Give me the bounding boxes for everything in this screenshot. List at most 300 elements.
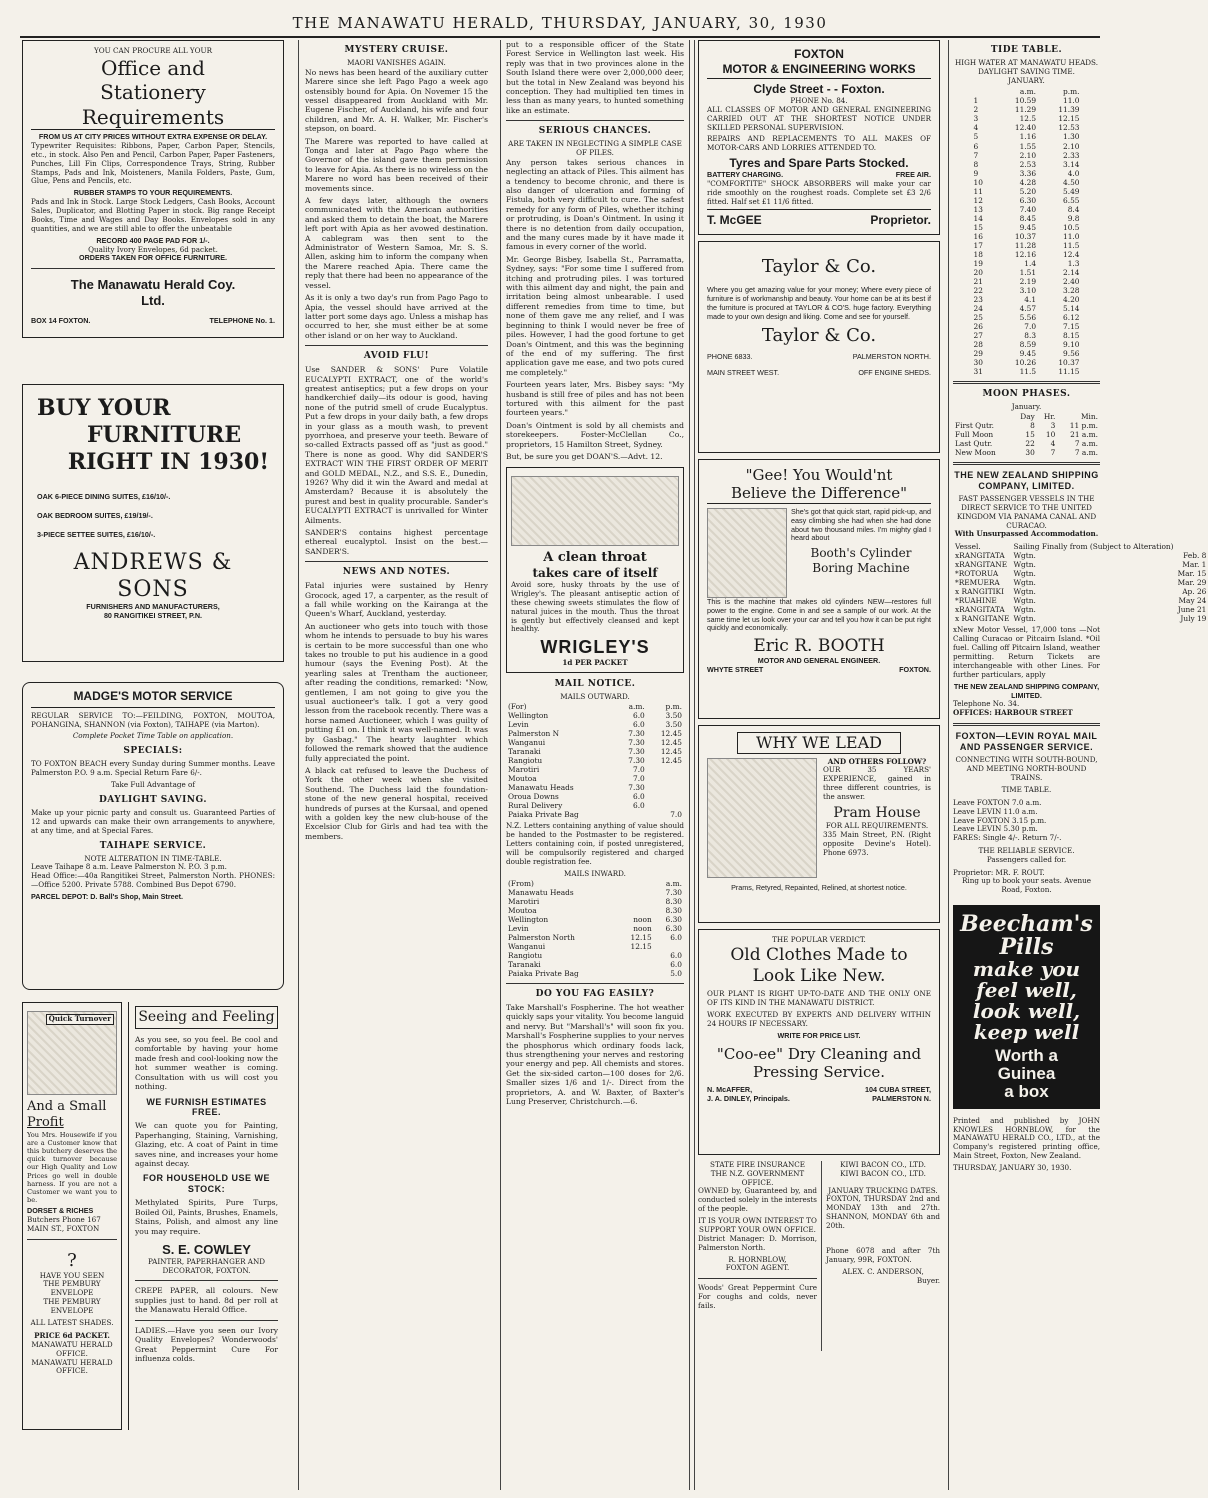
kiwi-phone: Phone 6078 and after 7th January, 99R, FOXTON. xyxy=(826,1246,940,1265)
article-paragraph: Mr. George Bisbey, Isabella St., Parramatta, Sydney, says: "For some time I suffered from itching and protruding piles. I was tortured with this ailment day and night, the pain and irritation being almost unbearable. I used different remedies from time to time, but none of them gave me any relief, and I was beginning to think I would never be free of piles. However, I had the good fortune to get Doan's Ointment, and this was the beginning of the end of my suffering. The first application gave me ease, and two pots cured me completely." xyxy=(506,254,684,377)
table-cell: Sailing Finally from (Subject to Alteration) xyxy=(1013,542,1174,552)
table-cell xyxy=(617,969,654,978)
table-row xyxy=(506,951,684,960)
clothes-plant: OUR PLANT IS RIGHT UP-TO-DATE AND THE ONLY ONE OF ITS KIND IN THE MANAWATU DISTRICT. xyxy=(707,989,931,1008)
table-row xyxy=(506,960,684,969)
marshall-body: Take Marshall's Fospherine. The hot weather quickly saps your vitality. You become languid and nervy. But "Marshall's" will soon fix you. Marshall's Fospherine supplies to your nerves the phosphorus which ordinary foods lack, thus strengthening your nerves and restoring your energy and pep. All chemists and stores. Get the six-sided carton—100 doses for 2/6. Smaller sizes 1/6 and 1/-. Direct from the proprietors, A. and W. Baxter, of Baxter's Lung Preserver, Christchurch.—6. xyxy=(506,1002,684,1107)
table-cell: x RANGITANE xyxy=(955,614,1010,624)
beecham-line: look well, xyxy=(972,999,1081,1024)
foxton-motor-repairs: REPAIRS AND REPLACEMENTS TO ALL MAKES OF MOTOR-CARS AND LORRIES ATTENDED TO. xyxy=(707,134,931,153)
table-row xyxy=(972,223,1082,232)
question-mark: ? xyxy=(67,1249,77,1271)
herald-company-name: The Manawatu Herald Coy. xyxy=(70,277,236,293)
furniture-item: OAK 6-PIECE DINING SUITES, £16/10/-. xyxy=(37,492,171,502)
levin-fares: FARES: Single 4/-. Return 7/-. xyxy=(953,833,1062,843)
table-cell: 8.4 xyxy=(1067,204,1080,214)
shipping-company: THE NEW ZEALAND SHIPPING COMPANY, LIMITED. xyxy=(953,681,1100,700)
table-cell: 7.15 xyxy=(1063,322,1080,332)
table-cell: 3.28 xyxy=(1063,286,1080,295)
pembury-line: ALL LATEST SHADES. xyxy=(30,1318,114,1328)
table-row xyxy=(506,774,684,783)
foxton-motor-ad xyxy=(698,40,940,235)
moon-title: MOON PHASES. xyxy=(982,389,1071,400)
beecham-line: keep well xyxy=(973,1020,1080,1045)
table-cell: Wgtn. xyxy=(1013,587,1036,597)
table-cell: 2.19 xyxy=(1019,276,1037,286)
table-row xyxy=(972,142,1082,151)
kiwi-dates-title: JANUARY TRUCKING DATES. xyxy=(828,1185,938,1195)
table-cell: Levin xyxy=(508,719,529,729)
masthead xyxy=(20,14,1100,38)
kiwi-buyer: ALEX. C. ANDERSON, xyxy=(842,1266,924,1276)
mails-outward-table xyxy=(506,702,684,819)
column-1 xyxy=(22,40,284,1490)
office-record: RECORD 400 PAGE PAD FOR 1/-. xyxy=(96,235,210,245)
booth-name: Eric R. BOOTH xyxy=(753,636,885,657)
table-cell: 17 xyxy=(973,240,983,250)
shipping-offices: OFFICES: HARBOUR STREET xyxy=(953,708,1073,718)
seeing-stock: FOR HOUSEHOLD USE WE STOCK: xyxy=(142,1173,270,1195)
table-row xyxy=(972,187,1082,196)
clothes-principal-1: N. McAFFER, xyxy=(707,1085,753,1095)
table-cell: 5 xyxy=(973,132,979,142)
wrigleys-price: 1d PER PACKET xyxy=(562,658,628,668)
madges-timetable: Complete Pocket Time Table on application. xyxy=(72,731,234,741)
table-cell: Wgtn. xyxy=(1013,569,1036,579)
dorset-riches-ad xyxy=(22,1002,122,1430)
table-row xyxy=(953,551,1208,560)
imprint: Printed and published by JOHN KNOWLES HORNBLOW, for the MANAWATU HERALD CO., LTD., at the Company's registered printing office, Main Street, Foxton, New Zealand. xyxy=(953,1115,1100,1161)
pembury-line: THE PEMBURY ENVELOPE xyxy=(43,1296,101,1315)
table-cell: 10 xyxy=(1045,430,1056,440)
pram-address: 335 Main Street, P.N. (Right opposite Devine's Hotel). Phone 6973. xyxy=(823,829,931,857)
table-cell: *RUAHINE xyxy=(955,596,997,606)
wrigleys-illustration xyxy=(511,476,679,546)
table-cell: Wanganui xyxy=(508,738,546,747)
dorset-body: You Mrs. Housewife if you are a Customer know that this butchery deserves the quick turnover because our High Quality and Low Prices go well in double harness. If you are not a Customer we want you to be. xyxy=(27,1130,117,1205)
table-cell: 4.28 xyxy=(1019,177,1037,187)
tide-table xyxy=(972,87,1082,376)
table-cell xyxy=(953,412,1012,421)
table-row xyxy=(972,349,1082,358)
masthead-title: THE MANAWATU HERALD, THURSDAY, JANUARY, 30, 1930 xyxy=(292,14,828,32)
bottom-ads-row xyxy=(698,1161,940,1351)
taylor-name: Taylor & Co. xyxy=(761,256,877,278)
mail-notice-title: MAIL NOTICE. xyxy=(554,679,636,690)
table-cell: 6.0 xyxy=(633,801,645,811)
furniture-line-3: RIGHT IN 1930! xyxy=(67,448,269,475)
booth-headline-2: Believe the Difference" xyxy=(707,484,931,503)
table-cell: 7 a.m. xyxy=(1074,448,1098,458)
table-cell: 7.0 xyxy=(1024,322,1037,332)
levin-called: Passengers called for. xyxy=(986,854,1067,864)
table-cell: 1.51 xyxy=(1019,267,1037,277)
table-cell: 3 xyxy=(1050,421,1056,431)
table-row xyxy=(506,810,684,819)
table-row xyxy=(972,232,1082,241)
furniture-line-1: BUY YOUR xyxy=(37,395,171,421)
kiwi-name: KIWI BACON CO., LTD. xyxy=(840,1160,926,1170)
table-cell: 15 xyxy=(1025,430,1035,440)
table-cell: Paiaka Private Bag xyxy=(508,968,579,978)
table-cell: Paiaka Private Bag xyxy=(508,810,579,820)
table-cell: 6.30 xyxy=(665,914,682,924)
article-paragraph: An auctioneer who gets into touch with those whom he intends to persuade to buy his wares is certain to be more successful than one who takes no trouble to put his audience in a good humour (says the Evening Post). At the yearling sales at Trentham the auctioneer, after reading the conditions, remarked: "Now, gentlemen, I am not going to give you the usual auctioneer's talk. I got a very good lesson from the racebook recently. There was a horse named Auctioneer, which I was guilty of putting £1 on. I think it was well-named. It was by Gasbag." The hearty laughter which followed the remark showed that the audience fully appreciated the point. xyxy=(305,621,488,763)
furniture-item: OAK BEDROOM SUITES, £19/19/-. xyxy=(37,511,153,521)
table-cell: 12.45 xyxy=(660,747,682,757)
wrigleys-headline-2: takes care of itself xyxy=(532,566,658,581)
table-cell: Moutoa xyxy=(508,774,537,784)
pram-house-ad xyxy=(698,725,940,923)
table-cell: 11.5 xyxy=(1063,240,1080,250)
table-row xyxy=(972,322,1082,331)
taylor-off: OFF ENGINE SHEDS. xyxy=(858,368,931,378)
table-row xyxy=(972,87,1082,96)
article-paragraph: As it is only a two day's run from Pago Pago to Apia, the vessel should have arrived at the latter port some days ago. Unless a mishap has occurred to her, she must either be at some other island or on her way to Auckland. xyxy=(305,293,488,340)
shipping-tel: Telephone No. 34. xyxy=(953,699,1020,709)
levin-time: Leave FOXTON 3.15 p.m. xyxy=(953,815,1047,825)
clothes-address: 104 CUBA STREET, xyxy=(864,1085,931,1095)
pembury-price: PRICE 6d PACKET. xyxy=(34,1331,110,1341)
serious-chances-sub: ARE TAKEN IN NEGLECTING A SIMPLE CASE OF PILES. xyxy=(508,139,682,157)
table-cell: Wgtn. xyxy=(1013,605,1036,615)
table-row xyxy=(972,259,1082,268)
woman-illustration xyxy=(707,508,787,598)
kiwi-name: KIWI BACON CO., LTD. xyxy=(840,1168,926,1178)
table-cell: 11.29 xyxy=(1014,105,1037,115)
table-row xyxy=(506,915,684,924)
sanders-ad-body: Use SANDER & SONS' Pure Volatile EUCALYPTI EXTRACT, one of the world's greatest antiseptics; put a few drops on your handkerchief daily—its odour is good, having none of the putrid smell of crude Eucalyptus. Put a few drops in your daily bath, a few drops in your glass as a mouth wash, to prevent pyorrhoea, and preserve your teeth. Beware of so-called Extracts passed off as "just as good." There is none as good. Why did SANDER'S EXTRACT WIN THE FIRST ORDER OF MERIT and GOLD MEDAL, N.Z., and S.S. E., Dunedin, 1926? Why did it win the Award and medal at Amsterdam? Because it is absolutely the purest and best in quality procurable. Sander's EUCALYPTI EXTRACT is unrivalled for Winter Ailments. xyxy=(305,365,488,525)
table-cell: 5.49 xyxy=(1063,186,1080,196)
shipping-fast: FAST PASSENGER VESSELS IN THE DIRECT SERVICE TO THE UNITED KINGDOM VIA PANAMA CANAL AND CURACAO. xyxy=(956,494,1097,530)
levin-title: FOXTON—LEVIN ROYAL MAIL AND PASSENGER SERVICE. xyxy=(955,731,1098,752)
herald-company-ltd: Ltd. xyxy=(141,293,165,309)
table-cell: Wellington xyxy=(508,914,549,924)
madges-picnic: Make up your picnic party and consult us. Guaranteed Parties of 12 and upwards can make their own arrangements to anywhere, at any time, and at Special Fares. xyxy=(31,807,275,835)
quick-turnover-badge: Quick Turnover xyxy=(46,1014,114,1025)
table-cell: Wgtn. xyxy=(1013,596,1036,606)
dorset-address: MAIN ST., FOXTON xyxy=(27,1223,100,1233)
table-cell: 7.30 xyxy=(628,728,645,738)
table-cell: 12.40 xyxy=(1014,123,1037,133)
table-cell: 12.15 xyxy=(1058,114,1080,124)
table-cell: 8.30 xyxy=(665,905,682,915)
shipping-title: THE NEW ZEALAND SHIPPING COMPANY, LIMITED. xyxy=(954,470,1099,492)
table-cell: 8.3 xyxy=(1024,331,1037,341)
table-cell: 6.30 xyxy=(1019,195,1037,205)
article-paragraph: No news has been heard of the auxiliary cutter Marere since she left Pago Pago a week ago ostensibly bound for Apia. On Novemer 15 the vessel disappeared from Auckland with Mr. Eugene Fischer, of Auckland, his wife and four children, and Mr. A. H. Walker, Mr. Fischer's stepson, on board. xyxy=(305,67,488,134)
table-row xyxy=(953,587,1208,596)
levin-conn: CONNECTING WITH SOUTH-BOUND, AND MEETING NORTH-BOUND TRAINS. xyxy=(955,754,1098,782)
beecham-line: a box xyxy=(1004,1081,1049,1101)
mystery-cruise-title: MYSTERY CRUISE. xyxy=(344,45,449,55)
booth-ad xyxy=(698,459,940,719)
article-paragraph: A few days later, although the owners communicated with the American authorities and asked them to detain the boat, the Marere left port with Apia as her avowed destination. A cablegram was then sent to the Administrator of Western Samoa, Mr. S. S. Allen, asking him to inform the company when the Marere reached Apia. There came the reply that there had been no appearance of the vessel. xyxy=(305,196,488,290)
table-cell: 11.0 xyxy=(1063,231,1080,241)
column-2 xyxy=(298,40,494,1490)
cowley-sub: PAINTER, PAPERHANGER AND DECORATOR, FOXTON. xyxy=(147,1256,266,1275)
table-cell: Wanganui xyxy=(508,941,546,951)
avoid-flu-title: AVOID FLU! xyxy=(363,351,430,362)
table-cell: 6 xyxy=(973,141,979,151)
table-cell xyxy=(654,942,684,951)
table-row xyxy=(506,942,684,951)
table-cell: Levin xyxy=(508,923,529,933)
table-cell xyxy=(617,888,654,897)
table-cell: 22 xyxy=(1025,439,1035,449)
table-cell: Wgtn. xyxy=(1013,578,1036,588)
table-cell: 2 xyxy=(973,105,979,115)
office-stationery-ad xyxy=(22,40,284,338)
madges-advantage: Take Full Advantage of xyxy=(111,780,195,790)
table-row xyxy=(953,439,1100,448)
table-cell: 4 xyxy=(1050,439,1056,449)
table-cell xyxy=(617,810,647,819)
table-row xyxy=(972,367,1082,376)
table-cell: Ap. 26 xyxy=(1182,587,1207,597)
table-cell: Taranaki xyxy=(508,747,541,757)
mystery-cruise-sub: MAORI VANISHES AGAIN. xyxy=(347,57,446,67)
mail-note: N.Z. Letters containing anything of value should be handed to the Postmaster to be registered. Letters containing coin, if posted unregistered, will be compulsorily registered and charged double registration fee. xyxy=(506,821,684,866)
table-cell: 10 xyxy=(973,177,983,187)
fire-own: IT IS YOUR OWN INTEREST TO SUPPORT YOUR OWN OFFICE. xyxy=(698,1216,817,1234)
table-cell: Day xyxy=(1020,412,1035,422)
table-cell: 4.50 xyxy=(1063,177,1080,187)
pram-body: OUR 35 YEARS' EXPERIENCE, gained in three different countries, is the answer. xyxy=(823,765,931,802)
table-row xyxy=(972,123,1082,132)
seeing-p2: We can quote you for Painting, Paperhanging, Staining, Varnishing, Glazing, etc. A coat of Paint in time saves nine, and increases your home against decay. xyxy=(135,1121,278,1169)
table-cell: 9.10 xyxy=(1063,340,1080,350)
table-cell: 27 xyxy=(973,331,983,341)
table-cell: 6.0 xyxy=(670,932,682,942)
table-cell: 2.53 xyxy=(1019,159,1037,169)
table-cell: 10.37 xyxy=(1014,231,1037,241)
shipping-table xyxy=(953,542,1208,623)
wrigleys-logo: WRIGLEY'S xyxy=(540,637,650,658)
clothes-headline-1: Old Clothes Made to xyxy=(730,944,908,965)
madges-beach: TO FOXTON BEACH every Sunday during Summer months. Leave Palmerston P.O. 9 a.m. Special Return Fare 6/-. xyxy=(31,759,275,778)
table-cell xyxy=(647,774,684,783)
table-row xyxy=(972,331,1082,340)
clothes-headline-2: Look Like New. xyxy=(752,965,886,986)
table-cell: 23 xyxy=(973,295,983,305)
seeing-estimates: WE FURNISH ESTIMATES FREE. xyxy=(146,1096,267,1118)
table-cell: Mar. 1 xyxy=(1182,560,1207,570)
table-row xyxy=(953,560,1208,569)
table-row xyxy=(972,295,1082,304)
foxton-motor-role: Proprietor. xyxy=(870,213,931,228)
table-cell: 6.0 xyxy=(670,959,682,969)
table-cell: 30 xyxy=(1025,448,1035,458)
table-row xyxy=(506,756,684,765)
wrigleys-ad xyxy=(506,467,684,673)
pram-illustration xyxy=(707,758,817,878)
table-row xyxy=(972,132,1082,141)
table-cell: Taranaki xyxy=(508,959,541,969)
table-cell xyxy=(972,87,995,96)
table-cell: 31 xyxy=(973,367,983,377)
table-cell: Hr. xyxy=(1043,412,1056,422)
table-cell: Wgtn. xyxy=(1013,614,1036,624)
moon-month: January. xyxy=(1011,402,1042,412)
levin-timetable: TIME TABLE. xyxy=(1001,785,1052,795)
clothes-principal-2: J. A. DINLEY, Principals. xyxy=(707,1094,790,1104)
table-cell: 7.30 xyxy=(628,783,645,793)
table-cell: 10.5 xyxy=(1063,222,1080,232)
table-cell: Feb. 8 xyxy=(1183,551,1207,561)
serious-chances-title: SERIOUS CHANCES. xyxy=(538,126,652,137)
table-cell: Rangiotu xyxy=(508,756,543,766)
madges-parcel: PARCEL DEPOT: D. Ball's Shop, Main Street. xyxy=(31,891,184,901)
table-cell: 10.59 xyxy=(1014,96,1037,106)
table-cell: 3.50 xyxy=(665,710,682,720)
table-row xyxy=(953,578,1208,587)
table-cell: 9.45 xyxy=(1019,349,1037,359)
madges-regular: REGULAR SERVICE TO:—FEILDING, FOXTON, MOUTOA, POHANGINA, SHANNON (via Foxton), TAIHAPE (via Marton). xyxy=(31,710,275,729)
fire-insurance-ad xyxy=(698,1161,822,1351)
table-cell: 11.39 xyxy=(1058,105,1080,115)
table-cell: Rural Delivery xyxy=(508,801,563,811)
table-cell: 29 xyxy=(973,349,983,359)
levin-time: Leave FOXTON 7.0 a.m. xyxy=(953,798,1042,808)
table-cell: 2.40 xyxy=(1063,276,1080,286)
table-cell: 21 xyxy=(973,276,983,286)
table-cell: 1.30 xyxy=(1063,132,1080,142)
comfortite-text: "COMFORTITE" SHOCK ABSORBERS will make your car ride smoothly on the roughest roads. Complete set £3 2/6 fitted. Half set £1 11/6 fitted. xyxy=(707,178,931,206)
news-notes-title: NEWS AND NOTES. xyxy=(342,567,451,578)
table-cell: 12 xyxy=(973,195,983,205)
table-row xyxy=(972,178,1082,187)
butcher-illustration xyxy=(27,1011,117,1095)
table-cell: 14 xyxy=(973,213,983,223)
dorset-heading-2: Profit xyxy=(27,1114,64,1130)
table-cell: 7.0 xyxy=(633,774,645,784)
beecham-line: feel well, xyxy=(976,978,1077,1003)
table-cell: 30 xyxy=(973,358,983,368)
table-row xyxy=(972,105,1082,114)
table-cell: 2.10 xyxy=(1019,150,1037,160)
office-body-2: Pads and Ink in Stock. Large Stock Ledgers, Cash Books, Account Sales, Duplicator, and Blotting Paper in stock. Big range Receipt Books, Time and Wages and Day Books. Envelopes sold in any quantities, and we are still able to offer the unbeatable xyxy=(31,197,275,233)
seeing-p3: Methylated Spirits, Pure Turps, Boiled Oil, Paints, Brushes, Enamels, Stains, Polish, and almost any line you may require. xyxy=(135,1198,278,1236)
table-cell: 21 a.m. xyxy=(1070,430,1098,440)
table-cell: Manawatu Heads xyxy=(508,887,574,897)
table-row xyxy=(972,214,1082,223)
office-intro: YOU CAN PROCURE ALL YOUR xyxy=(93,46,212,55)
table-cell xyxy=(617,879,654,888)
table-cell: 10.26 xyxy=(1014,358,1037,368)
madges-daylight: DAYLIGHT SAVING. xyxy=(98,794,208,805)
article-paragraph: Fatal injuries were sustained by Henry Grocock, aged 17, a carpenter, as the result of a fall while working on the Kairanga at the Queen's Wharf, Auckland, yesterday. xyxy=(305,581,488,619)
levin-time: Leave LEVIN 5.30 p.m. xyxy=(953,824,1038,834)
table-cell: Palmerston N xyxy=(508,728,560,738)
table-cell: xRANGITANE xyxy=(955,560,1008,570)
pram-title: WHY WE LEAD xyxy=(737,732,901,754)
levin-time: Leave LEVIN 11.0 a.m. xyxy=(953,806,1038,816)
beechams-ad xyxy=(953,905,1100,1109)
office-phone: TELEPHONE No. 1. xyxy=(209,315,275,325)
table-cell: 9.8 xyxy=(1067,213,1080,223)
office-orders: ORDERS TAKEN FOR OFFICE FURNITURE. xyxy=(78,253,227,263)
table-cell: New Moon xyxy=(955,448,996,458)
office-quality: Quality Ivory Envelopes, 6d packet. xyxy=(88,244,218,254)
table-cell: 28 xyxy=(973,340,983,350)
table-row xyxy=(506,969,684,978)
table-cell: 7.0 xyxy=(670,810,682,820)
table-cell: 6.55 xyxy=(1063,195,1080,205)
pram-foot: Prams, Retyred, Repainted, Relined, at shortest notice. xyxy=(731,882,907,892)
table-cell: Marotiri xyxy=(508,896,540,906)
table-cell: x RANGITIKI xyxy=(955,587,1004,597)
foxton-motor-phone: PHONE No. 84. xyxy=(790,95,848,105)
table-cell: 12.45 xyxy=(660,756,682,766)
table-cell: 7 xyxy=(1050,448,1056,458)
table-cell: 11.0 xyxy=(1063,96,1080,106)
pram-req: FOR ALL REQUIREMENTS. xyxy=(825,821,929,831)
crepe-paper-notice: CREPE PAPER, all colours. New supplies just to hand. 8d per roll at the Manawatu Herald Office. xyxy=(135,1286,278,1315)
table-cell: 4.1 xyxy=(1024,295,1037,305)
madges-office: Head Office:—40a Rangitikei Street, Palmerston North. PHONES:—Office 5200. Private 5788. Combined Bus Depot 6790. xyxy=(31,871,275,890)
table-row xyxy=(953,430,1100,439)
table-row xyxy=(506,720,684,729)
table-cell: Marotiri xyxy=(508,765,540,775)
mails-outward-title: MAILS OUTWARD. xyxy=(560,692,630,702)
table-cell: July 19 xyxy=(1180,614,1207,624)
furniture-item: 3-PIECE SETTEE SUITES, £16/10/-. xyxy=(37,530,156,540)
table-cell: 6.0 xyxy=(670,950,682,960)
clothes-work: WORK EXECUTED BY EXPERTS AND DELIVERY WITHIN 24 HOURS IF NECESSARY. xyxy=(707,1010,931,1029)
article-paragraph: A black cat refused to leave the Duchess of York the other week when she visited Southend. The Duchess laid the foundation-stone of the new general hospital, received hundreds of purses at the Kursaal, and opened with a golden key the new club-house of the Excelsior Club for Girls and had tea with the members. xyxy=(305,765,488,841)
table-cell: 1.4 xyxy=(1024,258,1037,268)
fire-body: OWNED by, Guaranteed by, and conducted solely in the interests of the people. xyxy=(698,1186,817,1214)
table-cell: 9.56 xyxy=(1063,349,1080,359)
seeing-p1: As you see, so you feel. Be cool and comfortable by having your home made fresh and cool-looking now the hot summer weather is coming. Consultation with us will cost you nothing. xyxy=(135,1035,278,1092)
table-cell: 7 a.m. xyxy=(1074,439,1098,449)
table-cell: 11.28 xyxy=(1014,240,1037,250)
table-cell: Palmerston North xyxy=(508,932,575,942)
table-cell: 11 p.m. xyxy=(1069,421,1098,431)
column-6 xyxy=(694,40,944,1351)
table-row xyxy=(953,542,1208,551)
article-paragraph: Doan's Ointment is sold by all chemists and storekeepers. Foster-McClellan Co., proprietors, 15 Hamilton Street, Sydney. xyxy=(506,420,684,449)
table-cell: Moutoa xyxy=(508,905,537,915)
article-paragraph: The Marere was reported to have called at Tonga and later at Pago Pago where the Governor of the island gave them permission to leave for Apia. As there is no wireless on the Marere no word has been received of their movements since. xyxy=(305,136,488,193)
table-cell: 5.0 xyxy=(670,968,682,978)
mails-inward-title: MAILS INWARD. xyxy=(564,868,626,878)
table-cell: Wellington xyxy=(508,710,549,720)
table-row xyxy=(506,729,684,738)
table-row xyxy=(972,358,1082,367)
table-cell: (For) xyxy=(508,701,527,711)
table-cell: 2.33 xyxy=(1063,150,1080,160)
table-cell: 7 xyxy=(973,150,979,160)
seeing-feeling-title: Seeing and Feeling xyxy=(135,1006,278,1029)
table-cell: 3.50 xyxy=(665,719,682,729)
beecham-line: Guinea xyxy=(997,1063,1056,1083)
ladies-notice: LADIES.—Have you seen our Ivory Quality Envelopes? Wonderwoods' Great Peppermint Cure For influenza colds. xyxy=(135,1325,278,1363)
clothes-verdict: THE POPULAR VERDICT. xyxy=(772,935,866,945)
table-cell xyxy=(647,792,684,801)
table-cell: 19 xyxy=(973,258,983,268)
office-heading-1: Office and xyxy=(100,55,205,80)
table-row xyxy=(506,711,684,720)
levin-reliable: THE RELIABLE SERVICE. xyxy=(978,845,1075,855)
table-cell: Full Moon xyxy=(955,430,994,440)
table-row xyxy=(972,169,1082,178)
table-row xyxy=(972,313,1082,322)
table-cell xyxy=(647,783,684,792)
bottom-left-row xyxy=(22,1002,284,1430)
table-row xyxy=(953,421,1100,430)
